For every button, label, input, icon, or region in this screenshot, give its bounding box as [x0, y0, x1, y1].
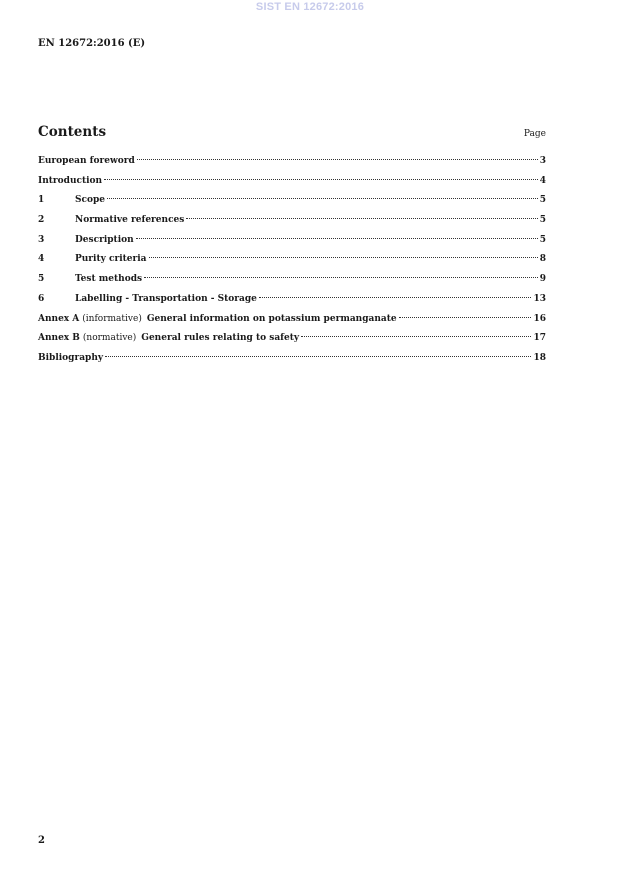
- toc-entry-title: Scope: [75, 195, 106, 206]
- page-number: 2: [38, 835, 45, 846]
- toc-entry-page: 13: [533, 293, 546, 304]
- annex-type: (normative): [82, 333, 137, 344]
- page-column-label: Page: [523, 129, 546, 139]
- dot-leader: [137, 159, 538, 160]
- toc-entry-test-methods[interactable]: [38, 274, 546, 294]
- toc-entry-annex-a[interactable]: [38, 314, 546, 334]
- dot-leader: [144, 277, 538, 278]
- dot-leader: [259, 297, 532, 298]
- toc-entry-introduction[interactable]: [38, 176, 546, 196]
- toc-entry-page: 17: [533, 333, 546, 344]
- dot-leader: [105, 356, 531, 357]
- annex-title: General information on potassium permanganate: [146, 313, 397, 324]
- contents-title: Contents: [38, 124, 107, 140]
- toc-entry-annex-b[interactable]: [38, 333, 546, 353]
- toc-entry-purity-criteria[interactable]: [38, 254, 546, 274]
- toc-entry-number: 1: [38, 195, 45, 206]
- toc-entry-title: Purity criteria: [75, 254, 147, 265]
- toc-entry-number: 2: [38, 215, 45, 226]
- toc-entry-page: 8: [539, 254, 546, 265]
- toc-entry-title: Labelling - Transportation - Storage: [75, 293, 257, 304]
- contents-header: [38, 124, 546, 140]
- toc-entry-number: 6: [38, 293, 45, 304]
- dot-leader: [186, 218, 537, 219]
- annex-label: Annex B: [38, 333, 80, 344]
- watermark: SIST EN 12672:2016: [255, 1, 365, 13]
- toc-entry-page: 9: [539, 274, 546, 285]
- dot-leader: [301, 336, 531, 337]
- toc-entry-number: 5: [38, 274, 45, 285]
- dot-leader: [104, 179, 538, 180]
- dot-leader: [136, 238, 538, 239]
- toc-entry-european-foreword[interactable]: [38, 156, 546, 176]
- toc-entry-number: 3: [38, 234, 45, 245]
- annex-type: (informative): [82, 313, 142, 324]
- toc-entry-number: 4: [38, 254, 45, 265]
- dot-leader: [399, 317, 532, 318]
- toc-entry-page: 5: [539, 195, 546, 206]
- toc-entry-title: Bibliography: [38, 352, 104, 363]
- toc-entry-scope[interactable]: [38, 195, 546, 215]
- table-of-contents: [38, 156, 546, 373]
- toc-entry-title: Description: [75, 234, 134, 245]
- toc-entry-bibliography[interactable]: [38, 353, 546, 373]
- toc-entry-page: 18: [533, 352, 546, 363]
- toc-entry-page: 5: [539, 234, 546, 245]
- toc-entry-page: 5: [539, 215, 546, 226]
- toc-entry-normative-references[interactable]: [38, 215, 546, 235]
- toc-entry-title: European foreword: [38, 156, 135, 166]
- toc-entry-title: Normative references: [75, 215, 185, 226]
- dot-leader: [149, 257, 538, 258]
- toc-entry-labelling[interactable]: [38, 294, 546, 314]
- toc-entry-page: 4: [539, 175, 546, 186]
- toc-entry-page: 16: [533, 313, 546, 324]
- toc-entry-title: Introduction: [38, 175, 103, 186]
- annex-title: General rules relating to safety: [141, 333, 300, 344]
- toc-entry-description[interactable]: [38, 235, 546, 255]
- annex-label: Annex A: [38, 313, 80, 324]
- dot-leader: [107, 198, 538, 199]
- document-identifier: EN 12672:2016 (E): [38, 38, 146, 49]
- toc-entry-page: 3: [539, 156, 546, 166]
- toc-entry-title: Test methods: [75, 274, 143, 285]
